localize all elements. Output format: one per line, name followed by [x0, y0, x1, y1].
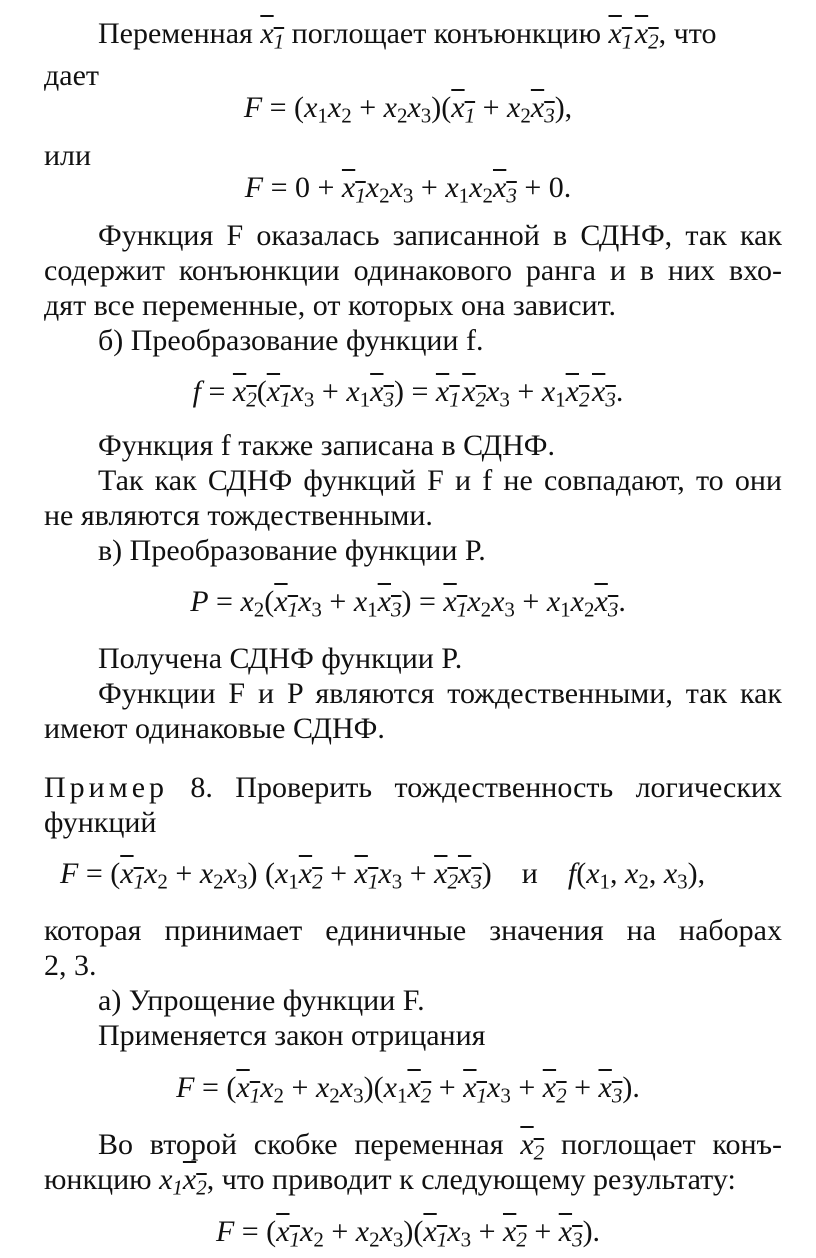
math-inline: $x_1$ $x_2$ [608, 17, 659, 54]
paragraph-line: Функция f также записана в СДНФ. [98, 429, 556, 462]
formula-F4: $F = (x_1x_2 + x_2x_3)(x_1x_3 + x_2 + x_3)$. [215, 1215, 601, 1252]
paragraph-line: содержит конъюнкции одинакового ранга и в них вхо- [44, 254, 782, 287]
paragraph-line: Получена СДНФ функции P. [98, 642, 463, 675]
paragraph-line: Во второй скобке переменная $x_2$ поглощает конъ- [98, 1128, 783, 1165]
paragraph-line: или [44, 139, 92, 172]
paragraph-line: 2, 3. [44, 949, 97, 982]
formula-F3: $F = (x_1x_2 + x_2x_3)(x_1x_2 + x_1x_3 + x_2 + x_3)$. [176, 1071, 640, 1108]
section-heading: а) Упрощение функции F. [98, 984, 425, 1017]
paragraph-line: имеют одинаковые СДНФ. [44, 712, 385, 745]
formula-P: $P = x_2(x_1x_3 + x_1x_3) = x_1x_2x_3 + x_1x_2x_3$. [190, 585, 626, 622]
paragraph-line: которая принимает единичные значения на наборах [44, 914, 782, 947]
paragraph-line: Так как СДНФ функций F и f не совпадают, то они [98, 464, 782, 497]
formula-F-example: $F = (x_1x_2 + x_2x_3) (x_1x_2 + x_1x_3 + x_2x_3)$ и $f(x_1$, $x_2$, $x_3$), [60, 857, 706, 894]
formula-f: $f = x_2(x_1x_3 + x_1x_3) = x_1$ $x_2x_3 + x_1x_2$ $x_3$. [192, 375, 624, 412]
paragraph-line: Переменная $x_1$ поглощает конъюнкцию $x_1$ $x_2$, что [98, 17, 717, 54]
paragraph-line: не являются тождественными. [44, 499, 433, 532]
paragraph-line: дает [44, 59, 100, 92]
example-heading: Пример 8. Проверить тождественность логических [44, 771, 782, 804]
section-heading: в) Преобразование функции P. [98, 534, 486, 567]
paragraph-line: Функции F и P являются тождественными, так как [98, 677, 782, 710]
math-inline: $x_1x_2$ [159, 1163, 207, 1200]
paragraph-line: функций [44, 806, 157, 839]
paragraph-line: юнкцию $x_1x_2$, что приводит к следующему результату: [44, 1163, 736, 1200]
section-heading: б) Преобразование функции f. [98, 324, 484, 357]
formula-F2: $F = 0 + x_1x_2x_3 + x_1x_2x_3 + 0$. [244, 171, 572, 208]
formula-F1: $F = (x_1x_2 + x_2x_3)(x_1 + x_2x_3)$, [243, 91, 573, 128]
paragraph-line: Функция F оказалась записанной в СДНФ, так как [98, 219, 782, 252]
math-inline: $x_1$ [260, 17, 285, 54]
math-inline: $x_2$ [520, 1128, 545, 1165]
paragraph-line: дят все переменные, от которых она зависит. [44, 289, 616, 322]
paragraph-line: Применяется закон отрицания [98, 1019, 486, 1052]
